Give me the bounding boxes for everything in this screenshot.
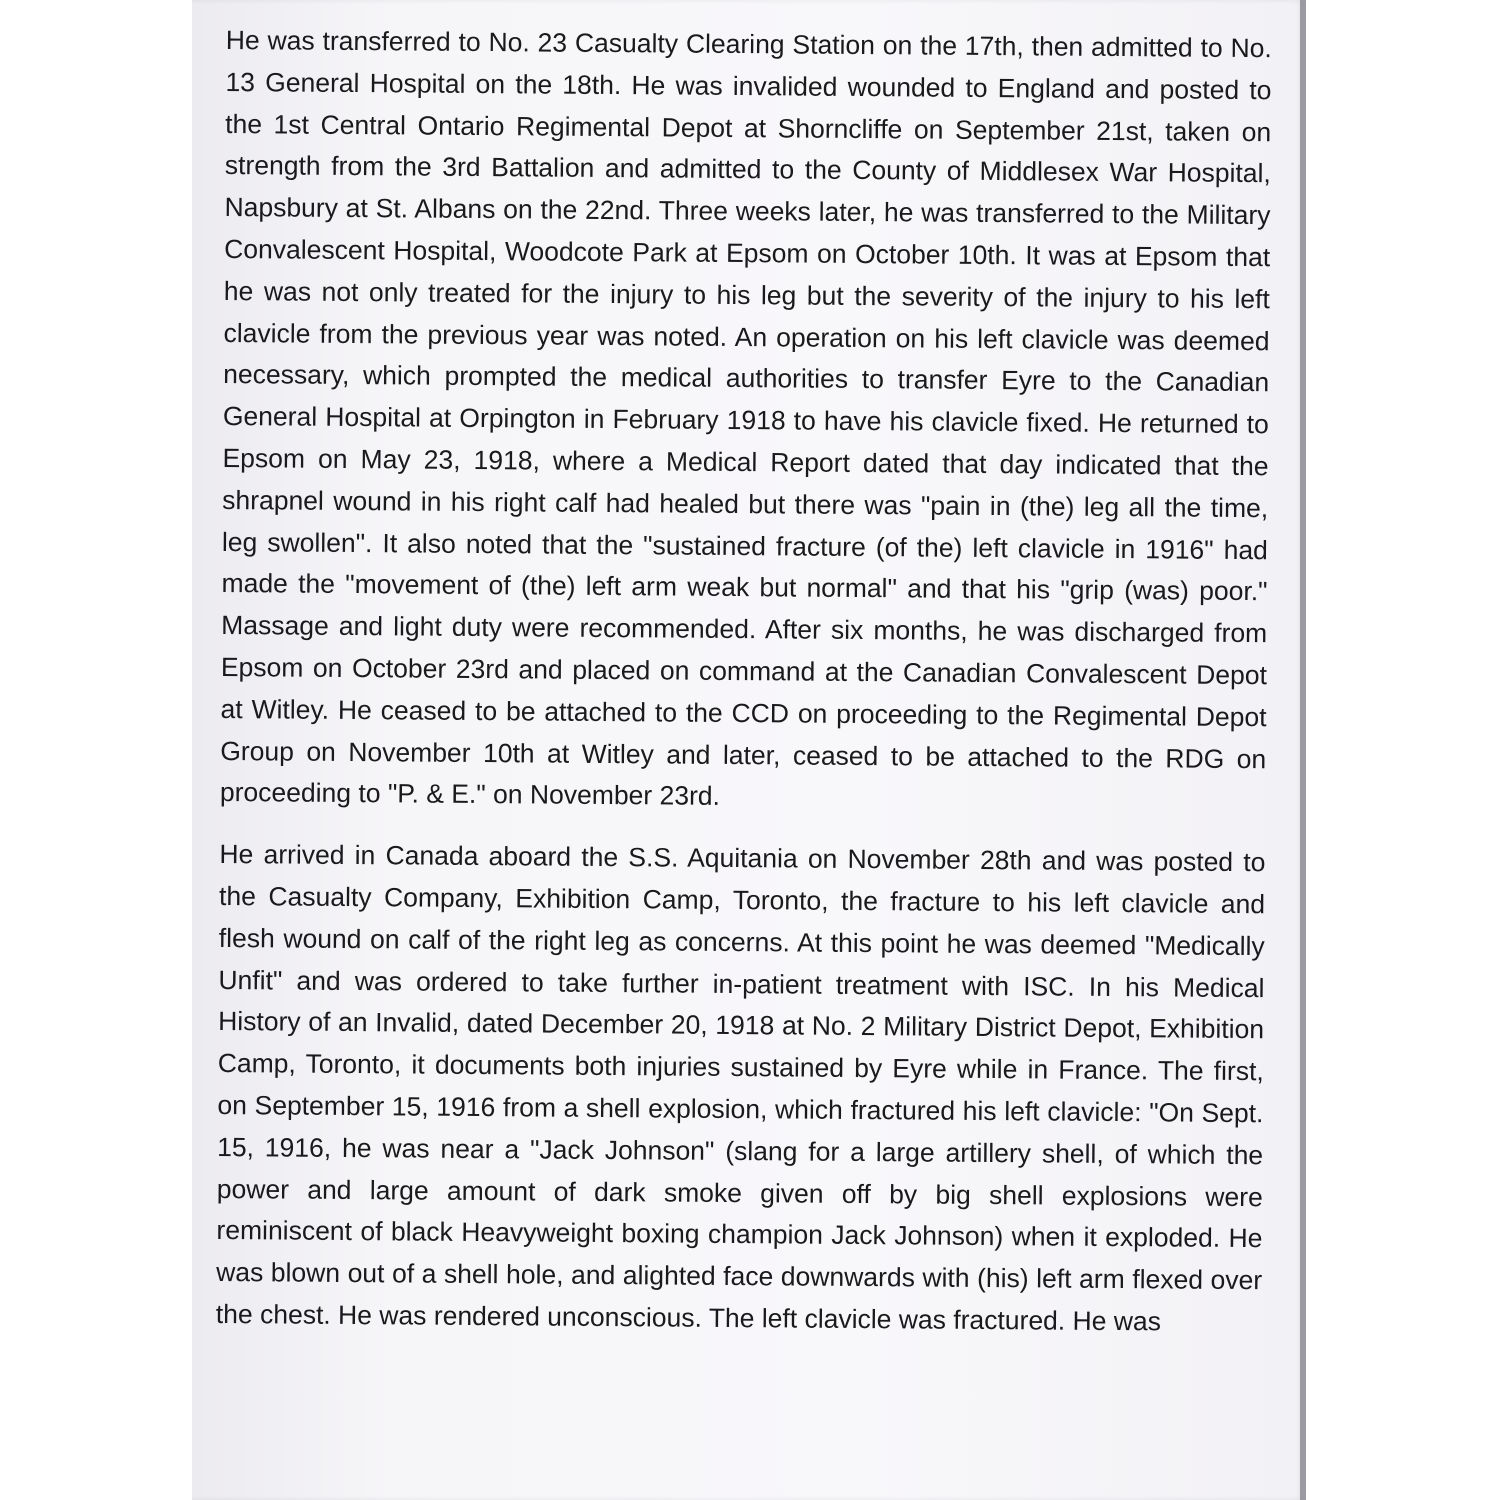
document-body <box>216 20 1272 1344</box>
paragraph-1: He was transferred to No. 23 Casualty Clearing Station on the 17th, then admitted to No. 13 General Hospital on the 18th. He was invalided wounded to England and posted to the 1st Central Ontario Regimental Depot at Shorncliffe on September 21st, taken on strength from the 3rd Battalion and admitted to the County of Middlesex War Hospital, Napsbury at St. Albans on the 22nd. Three weeks later, he was transferred to the Military Convalescent Hospital, Woodcote Park at Epsom on October 10th. It was at Epsom that he was not only treated for the injury to his leg but the severity of the injury to his left clavicle from the previous year was noted. An operation on his left clavicle was deemed necessary, which prompted the medical authorities to transfer Eyre to the Canadian General Hospital at Orpington in February 1918 to have his clavicle fixed. He returned to Epsom on May 23, 1918, where a Medical Report dated that day indicated that the shrapnel wound in his right calf had healed but there was "pain in (the) leg all the time, leg swollen". It also noted that the "sustained fracture (of the) left clavicle in 1916" had made the "movement of (the) left arm weak but normal" and that his "grip (was) poor." Massage and light duty were recommended. After six months, he was discharged from Epsom on October 23rd and placed on command at the Canadian Convalescent Depot at Witley. He ceased to be attached to the CCD on proceeding to the Regimental Depot Group on November 10th at Witley and later, ceased to be attached to the RDG on proceeding to "P. & E." on November 23rd. <box>219 24 1272 812</box>
paragraph-2: He arrived in Canada aboard the S.S. Aquitania on November 28th and was posted to the Casualty Company, Exhibition Camp, Toronto, the fracture to his left clavicle and flesh wound on calf of the right leg as concerns. At this point he was deemed "Medically Unfit" and was ordered to take further in-patient treatment with ISC. In his Medical History of an Invalid, dated December 20, 1918 at No. 2 Military District Depot, Exhibition Camp, Toronto, it documents both injuries sustained by Eyre while in France. The first, on September 15, 1916 from a shell explosion, which fractured his left clavicle: "On Sept. 15, 1916, he was near a "Jack Johnson" (slang for a large artillery shell, of which the power and large amount of dark smoke given off by big shell explosions were reminiscent of black Heavyweight boxing champion Jack Johnson) when it exploded. He was blown out of a shell hole, and alighted face downwards with (his) left arm flexed over the chest. He was rendered unconscious. The left clavicle was fractured. He was <box>215 839 1266 1337</box>
document-page <box>192 0 1306 1500</box>
page-edge <box>1300 0 1306 1500</box>
